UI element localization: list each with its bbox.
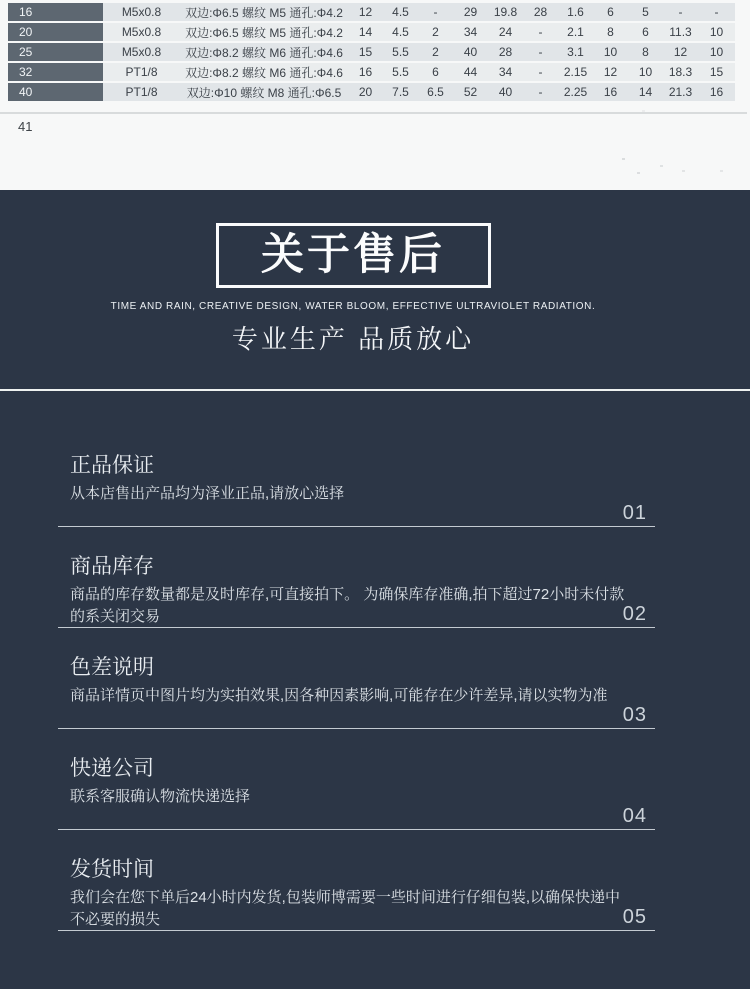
catalog-strip xyxy=(0,0,750,190)
spec-value-cell: 8 xyxy=(628,43,663,61)
service-item xyxy=(58,654,655,729)
service-item-title: 色差说明 xyxy=(70,656,154,679)
spec-value-cell: 12 xyxy=(348,3,383,21)
service-item-description: 商品的库存数量都是及时库存,可直接拍下。 为确保库存准确,拍下超过72小时未付款的系关闭交易 xyxy=(70,586,625,625)
aftersales-title-box xyxy=(216,223,491,288)
spec-value-cell: 19.8 xyxy=(488,3,523,21)
spec-value-cell: 11.3 xyxy=(663,23,698,41)
spec-value-cell: 52 xyxy=(453,83,488,101)
spec-value-cell: 15 xyxy=(698,63,735,81)
spec-table xyxy=(8,1,735,103)
spec-value-cell: 34 xyxy=(453,23,488,41)
aftersales-tagline-en: TIME AND RAIN, CREATIVE DESIGN, WATER BLOOM, EFFECTIVE ULTRAVIOLET RADIATION. xyxy=(110,301,596,312)
spec-value-cell: 15 xyxy=(348,43,383,61)
spec-value-cell: 24 xyxy=(488,23,523,41)
spec-value-cell: 12 xyxy=(593,63,628,81)
spec-thread-cell: M5x0.8 xyxy=(103,3,180,21)
service-item-description: 从本店售出产品均为泽业正品,请放心选择 xyxy=(70,485,345,502)
spec-value-cell: 5 xyxy=(628,3,663,21)
service-item-number: 05 xyxy=(622,906,647,928)
spec-table-row xyxy=(8,23,735,41)
spec-value-cell: 2 xyxy=(418,43,453,61)
spec-value-cell: 1.6 xyxy=(558,3,593,21)
service-item xyxy=(58,452,655,527)
spec-size-cell: 20 xyxy=(8,23,103,41)
spec-value-cell: 16 xyxy=(348,63,383,81)
spec-description-cell: 双边:Φ8.2 螺纹 M6 通孔:Φ4.6 xyxy=(180,43,348,61)
spec-value-cell: 8 xyxy=(593,23,628,41)
service-item xyxy=(58,856,655,931)
spec-table-body xyxy=(8,3,735,101)
spec-value-cell: 44 xyxy=(453,63,488,81)
service-item-number: 03 xyxy=(622,704,647,726)
spec-description-cell: 双边:Φ6.5 螺纹 M5 通孔:Φ4.2 xyxy=(180,23,348,41)
spec-value-cell: 28 xyxy=(523,3,558,21)
spec-value-cell: 2.15 xyxy=(558,63,593,81)
aftersales-section xyxy=(0,190,750,989)
service-item-title: 发货时间 xyxy=(70,858,154,881)
spec-value-cell: 4.5 xyxy=(383,3,418,21)
spec-thread-cell: PT1/8 xyxy=(103,83,180,101)
spec-value-cell: 29 xyxy=(453,3,488,21)
spec-value-cell: 40 xyxy=(488,83,523,101)
spec-value-cell: - xyxy=(523,23,558,41)
spec-description-cell: 双边:Φ8.2 螺纹 M6 通孔:Φ4.6 xyxy=(180,63,348,81)
spec-value-cell: 20 xyxy=(348,83,383,101)
spec-size-cell: 16 xyxy=(8,3,103,21)
service-item-number: 04 xyxy=(622,805,647,827)
aftersales-hero xyxy=(0,223,706,356)
spec-value-cell: 40 xyxy=(453,43,488,61)
spec-value-cell: 14 xyxy=(628,83,663,101)
service-item-title: 快递公司 xyxy=(70,757,154,780)
spec-value-cell: - xyxy=(698,3,735,21)
spec-size-cell: 25 xyxy=(8,43,103,61)
spec-value-cell: 10 xyxy=(698,43,735,61)
spec-value-cell: 14 xyxy=(348,23,383,41)
spec-value-cell: 16 xyxy=(593,83,628,101)
service-items-list xyxy=(58,452,655,957)
spec-value-cell: - xyxy=(523,83,558,101)
spec-value-cell: 28 xyxy=(488,43,523,61)
spec-thread-cell: M5x0.8 xyxy=(103,43,180,61)
spec-table-row xyxy=(8,43,735,61)
spec-value-cell: 4.5 xyxy=(383,23,418,41)
spec-value-cell: 6 xyxy=(418,63,453,81)
spec-value-cell: 6 xyxy=(628,23,663,41)
spec-value-cell: - xyxy=(418,3,453,21)
service-item-title: 商品库存 xyxy=(70,555,154,578)
service-item xyxy=(58,755,655,830)
service-item-title: 正品保证 xyxy=(70,454,154,477)
service-item-description: 商品详情页中图片均为实拍效果,因各种因素影响,可能存在少许差异,请以实物为准 xyxy=(70,687,608,704)
spec-value-cell: - xyxy=(523,63,558,81)
service-item-description: 联系客服确认物流快递选择 xyxy=(70,788,251,805)
aftersales-tagline-cn: 专业生产 品质放心 xyxy=(231,324,475,354)
hero-divider-line xyxy=(0,389,750,391)
spec-value-cell: 2.1 xyxy=(558,23,593,41)
page-divider-line xyxy=(0,112,747,114)
spec-value-cell: 18.3 xyxy=(663,63,698,81)
spec-value-cell: - xyxy=(663,3,698,21)
spec-thread-cell: M5x0.8 xyxy=(103,23,180,41)
service-item-number: 01 xyxy=(622,502,647,524)
spec-size-cell: 40 xyxy=(8,83,103,101)
service-item xyxy=(58,553,655,628)
spec-value-cell: 10 xyxy=(593,43,628,61)
service-item-description: 我们会在您下单后24小时内发货,包装师博需要一些时间进行仔细包装,以确保快递中不必要的损失 xyxy=(70,889,621,928)
spec-description-cell: 双边:Φ10 螺纹 M8 通孔:Φ6.5 xyxy=(180,83,348,101)
spec-table-row xyxy=(8,3,735,21)
spec-value-cell: 10 xyxy=(628,63,663,81)
aftersales-title: 关于售后 xyxy=(261,231,445,279)
spec-value-cell: 5.5 xyxy=(383,43,418,61)
spec-value-cell: 2 xyxy=(418,23,453,41)
spec-value-cell: - xyxy=(523,43,558,61)
catalog-page-number: 41 xyxy=(18,119,33,134)
spec-size-cell: 32 xyxy=(8,63,103,81)
spec-value-cell: 6.5 xyxy=(418,83,453,101)
spec-value-cell: 12 xyxy=(663,43,698,61)
spec-thread-cell: PT1/8 xyxy=(103,63,180,81)
spec-value-cell: 2.25 xyxy=(558,83,593,101)
spec-value-cell: 6 xyxy=(593,3,628,21)
spec-value-cell: 34 xyxy=(488,63,523,81)
service-item-number: 02 xyxy=(622,603,647,625)
spec-value-cell: 10 xyxy=(698,23,735,41)
spec-table-row xyxy=(8,63,735,81)
spec-value-cell: 7.5 xyxy=(383,83,418,101)
scan-speck-artifacts xyxy=(622,158,625,160)
spec-table-row xyxy=(8,83,735,101)
spec-value-cell: 5.5 xyxy=(383,63,418,81)
spec-value-cell: 3.1 xyxy=(558,43,593,61)
spec-value-cell: 21.3 xyxy=(663,83,698,101)
spec-value-cell: 16 xyxy=(698,83,735,101)
spec-description-cell: 双边:Φ6.5 螺纹 M5 通孔:Φ4.2 xyxy=(180,3,348,21)
